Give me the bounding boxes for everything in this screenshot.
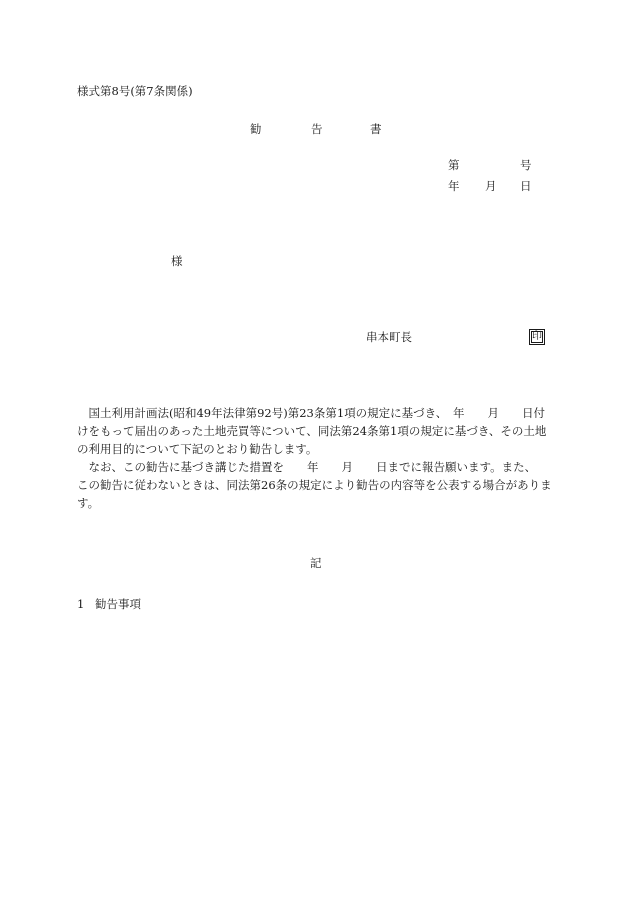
ki-heading: 記 — [310, 556, 322, 570]
title-char-koku: 告 — [311, 122, 323, 136]
date-month: 月 — [485, 179, 497, 193]
paragraph-2-line-2: この勧告に従わないときは、同法第26条の規定により勧告の内容等を公表する場合がありま — [77, 478, 552, 492]
body-text — [77, 404, 563, 512]
paragraph-2-line-3: す。 — [77, 496, 100, 510]
paragraph-1-line-3: の利用目的について下記のとおり勧告します。 — [77, 442, 318, 456]
addressee-suffix: 様 — [171, 254, 183, 268]
date-year: 年 — [448, 179, 460, 193]
document-number-go: 号 — [520, 158, 532, 172]
date-day: 日 — [520, 179, 532, 193]
form-label: 様式第8号(第7条関係) — [77, 84, 193, 98]
paragraph-1-line-1: 国土利用計画法(昭和49年法律第92号)第23条第1項の規定に基づき、 年 月 日付 — [77, 406, 545, 420]
item-1-label: 勧告事項 — [95, 597, 141, 611]
title-char-kan: 勧 — [250, 122, 262, 136]
seal-mark-icon: 印 — [529, 329, 545, 345]
item-1-number: 1 — [77, 597, 85, 611]
issuer-name: 串本町長 — [366, 330, 412, 344]
paragraph-2-line-1: なお、この勧告に基づき講じた措置を 年 月 日までに報告願います。また、 — [77, 460, 537, 474]
document-number-dai: 第 — [448, 158, 460, 172]
title-char-sho: 書 — [370, 122, 382, 136]
paragraph-1-line-2: けをもって届出のあった土地売買等について、同法第24条第1項の規定に基づき、その土地 — [77, 424, 547, 438]
